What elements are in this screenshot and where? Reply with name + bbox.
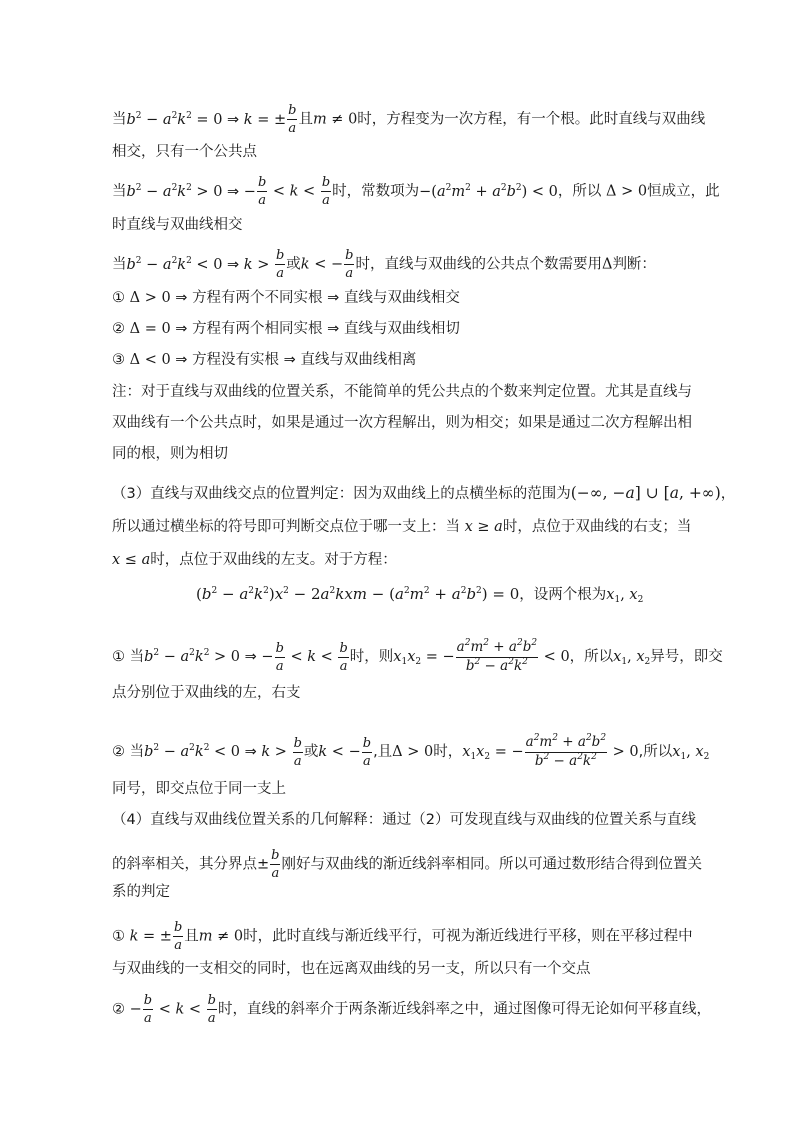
text: 方程有两个不同实根 bbox=[192, 290, 323, 306]
text: ① bbox=[112, 928, 125, 945]
note-line-1: 注：对于直线与双曲线的位置关系，不能简单的凭公共点的个数来判定位置。尤其是直线与 bbox=[112, 384, 692, 400]
section-3-line-1: （3）直线与双曲线交点的位置判定：因为双曲线上的点横坐标的范围为(−∞, −a] ∪ [a, +∞)， bbox=[112, 484, 736, 502]
case-1-line: ① Δ > 0 ⇒ 方程有两个不同实根 ⇒ 直线与双曲线相交 bbox=[112, 290, 460, 306]
item-2-line-2: 同号，即交点位于同一支上 bbox=[112, 781, 286, 797]
fraction-b-over-a: $\frac{b}{a}$ bbox=[257, 175, 267, 208]
fraction-b-over-a: $\frac{b}{a}$ bbox=[293, 735, 302, 769]
quadratic-equation: $(b^2 - a^2k^2)x^2 - 2a^2kxm - (a^2m^2 + a^2b^2) = 0$，设两个根为$x_1$, $x_2$ bbox=[196, 585, 644, 605]
text: 异号，即交 bbox=[650, 649, 723, 665]
section-3-line-2: 所以通过横坐标的符号即可判断交点位于哪一支上：当 x ≥ a时，点位于双曲线的右支；当 bbox=[112, 519, 692, 535]
text: 当 bbox=[112, 256, 127, 273]
text: 当 bbox=[129, 649, 145, 665]
text: 恒成立，此 bbox=[647, 183, 720, 200]
geo-item-2-line-1: ② − $\frac{b}{a}$ < k < $\frac{b}{a}$ 时，直线的斜率介于两条渐近线斜率之中，通过图像可得无论如何平移直线， bbox=[112, 993, 711, 1026]
text: ,且 bbox=[373, 744, 393, 760]
text: ,所以 bbox=[638, 744, 673, 760]
fraction-product-roots: $\frac{a^2m^2 + a^2b^2}{b^2 - a^2k^2}$ bbox=[456, 638, 538, 674]
fraction-b-over-a: $\frac{b}{a}$ bbox=[339, 640, 348, 674]
note-line-2: 双曲线有一个公共点时，如果是通过一次方程解出，则为相交；如果是通过二次方程解出相 bbox=[112, 415, 692, 431]
fraction-b-over-a: $\frac{b}{a}$ bbox=[275, 640, 284, 674]
fraction-b-over-a: $\frac{b}{a}$ bbox=[321, 175, 331, 208]
case-3-line: ③ Δ < 0 ⇒ 方程没有实根 ⇒ 直线与双曲线相离 bbox=[112, 352, 417, 368]
item-2-line-1: ② 当$b^2 - a^2k^2 < 0$ ⇒ k > $\frac{b}{a}$ 或k < − $\frac{b}{a}$ ,且Δ > 0时，$x_1x_2$ = − $\frac{a^2m^2 + a^2b^2}{b^2 - a^2k^2}$ > 0,所以$x_1$, $x_2$ bbox=[112, 733, 710, 769]
fraction-b-over-a: $\frac{b}{a}$ bbox=[345, 248, 354, 281]
geo-item-1-line-2: 与双曲线的一支相交的同时，也在远离双曲线的另一支，所以只有一个交点 bbox=[112, 961, 591, 977]
note-line-3: 同的根，则为相切 bbox=[112, 446, 228, 462]
item-1-line-1: ① 当$b^2 - a^2k^2 > 0$ ⇒ − $\frac{b}{a}$ < k < $\frac{b}{a}$ 时，则$x_1x_2$ = − $\frac{a^2m^2 + a^2b^2}{b^2 - a^2k^2}$ < 0，所以$x_1$, $x_2$异号，即交 bbox=[112, 638, 723, 674]
text: ，设两个根为 bbox=[519, 587, 607, 603]
fraction-b-over-a: $\frac{b}{a}$ bbox=[143, 993, 153, 1026]
text: ，所以 bbox=[557, 183, 602, 200]
fraction-b-over-a: $\frac{b}{a}$ bbox=[207, 993, 216, 1026]
text: 直线与双曲线相离 bbox=[300, 352, 417, 368]
text: 所以通过横坐标的符号即可判断交点位于哪一支上：当 bbox=[112, 519, 460, 535]
text: 时，点位于双曲线的左支。对于方程： bbox=[150, 552, 397, 568]
item-1-line-2: 点分别位于双曲线的左，右支 bbox=[112, 685, 301, 701]
section-4-line-3: 系的判定 bbox=[112, 884, 170, 900]
fraction-b-over-a: $\frac{b}{a}$ bbox=[288, 103, 297, 136]
text: ② bbox=[112, 321, 130, 337]
text: 的斜率相关，其分界点 bbox=[112, 856, 257, 873]
fraction-b-over-a: $\frac{b}{a}$ bbox=[362, 735, 372, 769]
text: 当 bbox=[129, 744, 145, 760]
text: ① bbox=[112, 649, 125, 665]
text: 时，直线与双曲线的公共点个数需要用 bbox=[355, 256, 602, 273]
text: 或 bbox=[286, 256, 301, 273]
text: 时，常数项为 bbox=[332, 183, 420, 200]
text: 时，点位于双曲线的右支；当 bbox=[502, 519, 692, 535]
fraction-b-over-a: $\frac{b}{a}$ bbox=[275, 248, 285, 281]
case-greater-line: 当$b^2 - a^2k^2 > 0$ ⇒ − $\frac{b}{a}$ < k < $\frac{b}{a}$ 时，常数项为$-(a^2m^2 + a^2b^2) < 0$，所以 Δ > 0恒成立，此 bbox=[112, 175, 720, 208]
section-4-line-1: （4）直线与双曲线位置关系的几何解释：通过（2）可发现直线与双曲线的位置关系与直线 bbox=[112, 812, 696, 828]
fraction-b-over-a: $\frac{b}{a}$ bbox=[173, 920, 183, 953]
text: 时， bbox=[433, 744, 463, 760]
text: 刚好与双曲线的渐近线斜率相同。所以可通过数形结合得到位置关 bbox=[281, 856, 702, 873]
text: 当 bbox=[112, 111, 127, 128]
text: 时，直线的斜率介于两条渐近线斜率之中，通过图像可得无论如何平移直线， bbox=[217, 1001, 711, 1018]
fraction-product-roots: $\frac{a^2m^2 + a^2b^2}{b^2 - a^2k^2}$ bbox=[525, 733, 607, 769]
fraction-b-over-a: $\frac{b}{a}$ bbox=[271, 848, 280, 881]
text: ③ bbox=[112, 352, 130, 368]
case-equal-line: 当$b^2 - a^2k^2 = 0$ ⇒ k = ± $\frac{b}{a}$ 且m ≠ 0时，方程变为一次方程，有一个根。此时直线与双曲线 bbox=[112, 103, 706, 136]
section-4-line-2: 的斜率相关，其分界点± $\frac{b}{a}$ 刚好与双曲线的渐近线斜率相同。所以可通过数形结合得到位置关 bbox=[112, 848, 702, 881]
text: 或 bbox=[303, 744, 319, 760]
text: 判断： bbox=[612, 256, 656, 273]
text: 时，方程变为一次方程，有一个根。此时直线与双曲线 bbox=[357, 111, 706, 128]
text: 方程没有实根 bbox=[192, 352, 280, 368]
text: 方程有两个相同实根 bbox=[192, 321, 323, 337]
text: ① bbox=[112, 290, 130, 306]
geo-item-1-line-1: ① k = ± $\frac{b}{a}$ 且m ≠ 0时，此时直线与渐近线平行，可视为渐近线进行平移，则在平移过程中 bbox=[112, 920, 693, 953]
text-line: 时直线与双曲线相交 bbox=[112, 217, 243, 233]
text: 直线与双曲线相切 bbox=[343, 321, 460, 337]
text: 且 bbox=[184, 928, 199, 945]
text: 时，则 bbox=[349, 649, 394, 665]
text: ② bbox=[112, 744, 125, 760]
text: 时，此时直线与渐近线平行，可视为渐近线进行平移，则在平移过程中 bbox=[243, 928, 693, 945]
text-line: 相交，只有一个公共点 bbox=[112, 144, 257, 160]
case-2-line: ② Δ = 0 ⇒ 方程有两个相同实根 ⇒ 直线与双曲线相切 bbox=[112, 321, 460, 337]
text: ，所以 bbox=[569, 649, 614, 665]
text: （3）直线与双曲线交点的位置判定：因为双曲线上的点横坐标的范围为 bbox=[112, 486, 571, 502]
section-3-line-3: x ≤ a时，点位于双曲线的左支。对于方程： bbox=[112, 552, 397, 568]
text: 直线与双曲线相交 bbox=[343, 290, 460, 306]
text: ② bbox=[112, 1001, 125, 1018]
case-less-line: 当$b^2 - a^2k^2 < 0$ ⇒ k > $\frac{b}{a}$ 或k < − $\frac{b}{a}$ 时，直线与双曲线的公共点个数需要用Δ判断： bbox=[112, 248, 656, 281]
text: 当 bbox=[112, 183, 127, 200]
